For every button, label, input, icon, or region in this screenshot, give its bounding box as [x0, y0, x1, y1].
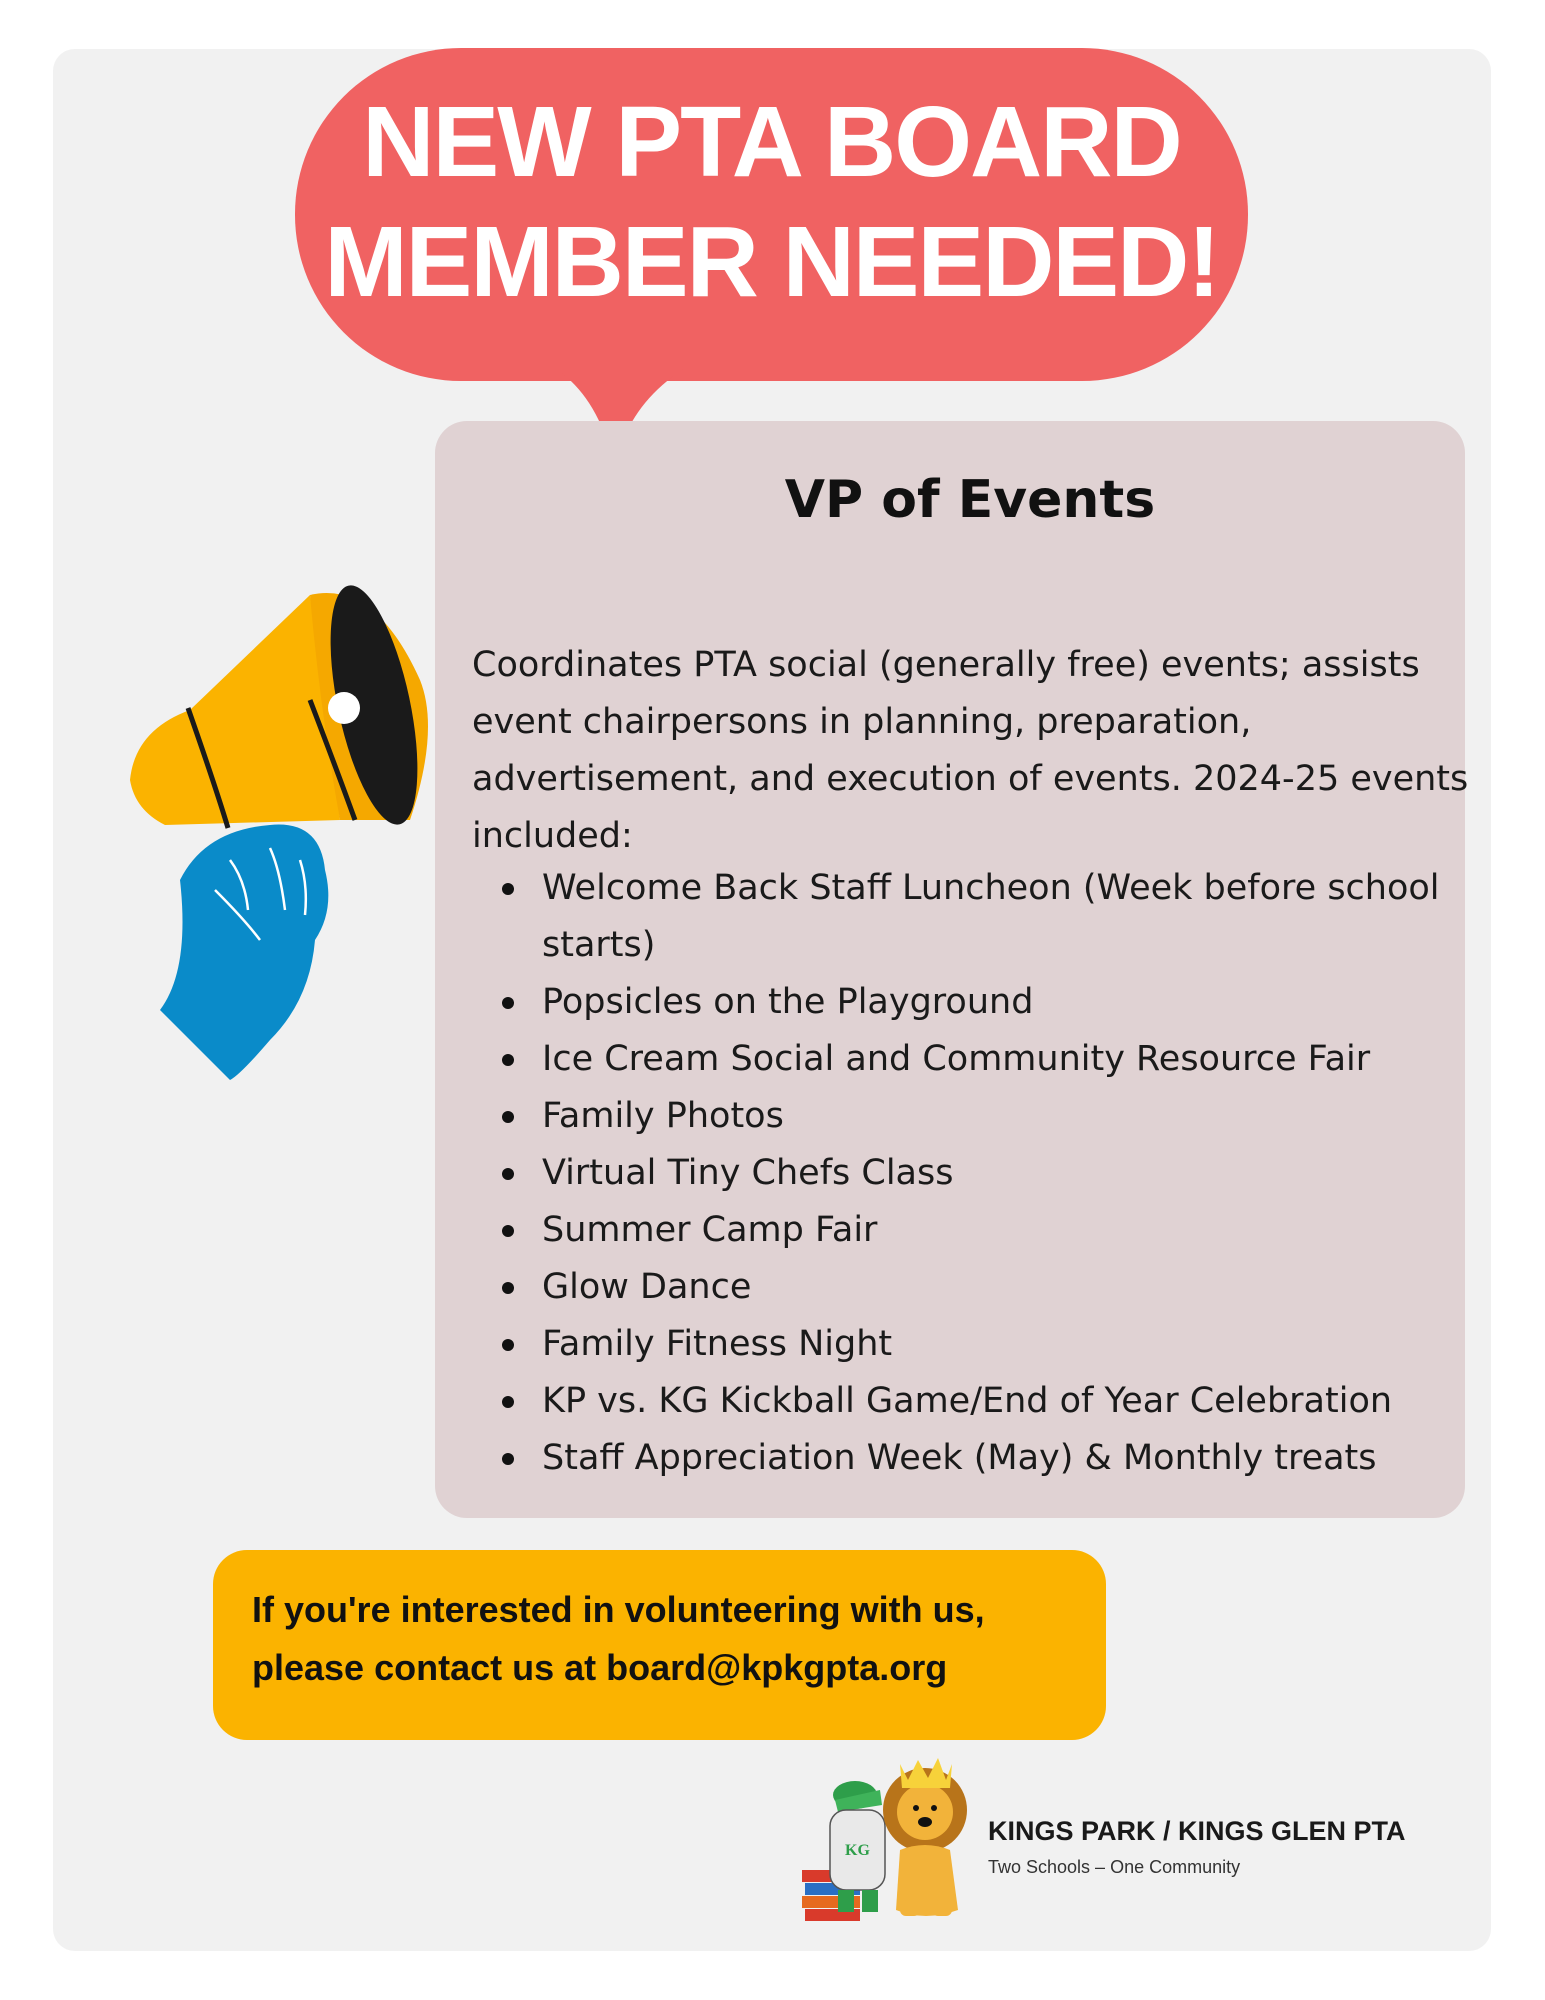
- headline-line-2: MEMBER NEEDED!: [324, 206, 1219, 318]
- mascots-logo: [800, 1750, 975, 1925]
- list-item: Glow Dance: [472, 1259, 1482, 1316]
- list-item: Welcome Back Staff Luncheon (Week before school starts): [472, 860, 1482, 974]
- list-item: Staff Appreciation Week (May) & Monthly treats: [472, 1430, 1482, 1487]
- list-item: Family Fitness Night: [472, 1316, 1482, 1373]
- events-list: [472, 860, 1482, 1487]
- contact-text: [252, 1581, 1102, 1697]
- role-title: VP of Events: [784, 470, 1156, 530]
- list-item: Virtual Tiny Chefs Class: [472, 1145, 1482, 1202]
- headline: [295, 82, 1248, 322]
- organization-tagline: Two Schools – One Community: [988, 1857, 1241, 1877]
- contact-line-1: If you're interested in volunteering with us,: [252, 1589, 985, 1630]
- mascot-badge: KG: [845, 1842, 870, 1859]
- headline-line-1: NEW PTA BOARD: [362, 86, 1181, 198]
- list-item: Summer Camp Fair: [472, 1202, 1482, 1259]
- list-item: KP vs. KG Kickball Game/End of Year Celebration: [472, 1373, 1482, 1430]
- organization-name: KINGS PARK / KINGS GLEN PTA: [988, 1816, 1406, 1846]
- role-description: Coordinates PTA social (generally free) events; assists event chairpersons in planning, preparation, advertisement, and execution of events. 2024-25 events included:: [472, 645, 1469, 856]
- list-item: Popsicles on the Playground: [472, 974, 1482, 1031]
- list-item: Ice Cream Social and Community Resource Fair: [472, 1031, 1482, 1088]
- contact-line-2: please contact us at board@kpkgpta.org: [252, 1647, 948, 1688]
- list-item: Family Photos: [472, 1088, 1482, 1145]
- megaphone-icon: [120, 580, 430, 1100]
